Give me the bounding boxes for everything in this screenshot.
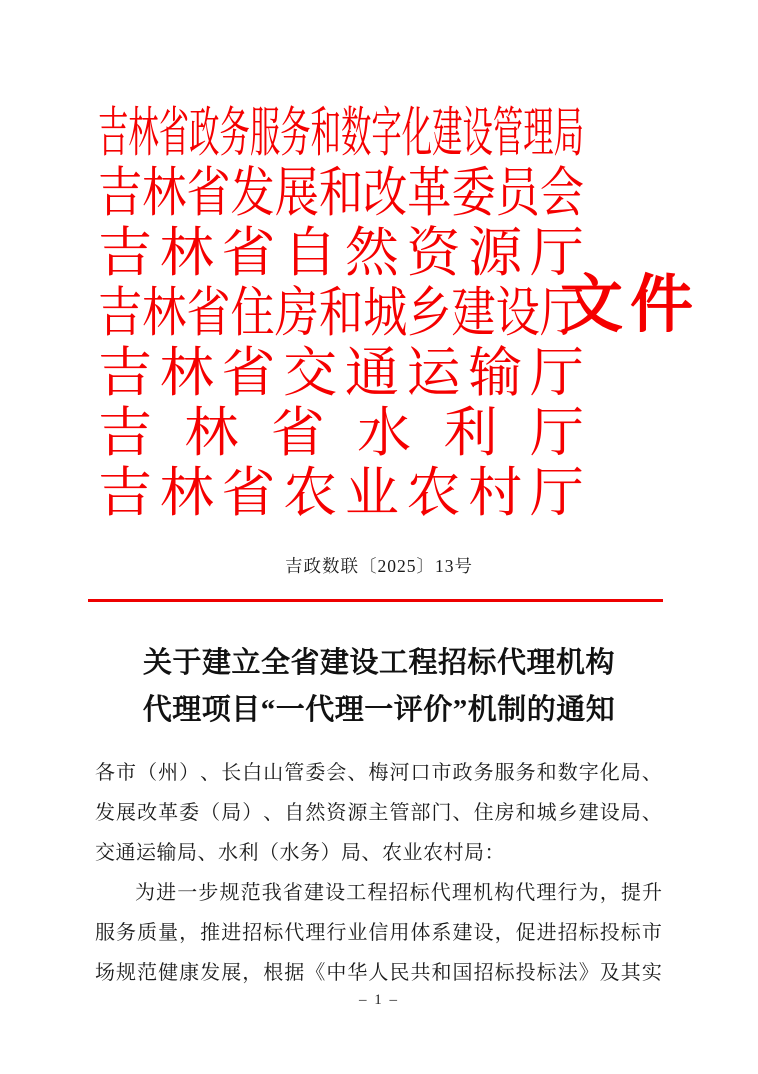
body-text-char: 代	[515, 882, 536, 904]
title-line-2: 代理项目“一代理一评价”机制的通知	[142, 694, 616, 726]
agency-name-char: 厅	[529, 403, 584, 463]
page-number: – 1 –	[359, 992, 399, 1008]
body-text-char: 梅	[368, 762, 389, 784]
body-text-char: 招	[242, 922, 263, 944]
body-text-char: 主	[368, 802, 389, 824]
agency-name-char: 林	[159, 463, 214, 523]
agency-name-char: 农	[406, 463, 461, 523]
body-text-char: 委	[179, 802, 200, 824]
body-text-char: 山	[263, 762, 284, 784]
body-text-char: 及	[599, 962, 620, 984]
body-text-char: 国	[452, 962, 473, 984]
body-text-char: 投	[599, 922, 620, 944]
body-text-char: 其	[620, 962, 641, 984]
body-text-char: 规	[219, 882, 240, 904]
body-text-char: 信	[368, 922, 389, 944]
body-text-char: 共	[410, 962, 431, 984]
body-text-char: 系	[431, 922, 452, 944]
body-text-char: 各	[95, 762, 115, 784]
body-text-char: 为	[578, 882, 599, 904]
body-text-char: 源	[347, 802, 368, 824]
body-text-char: 建	[578, 802, 599, 824]
body-text-char: 我	[261, 882, 282, 904]
body-text-char: 根	[263, 962, 284, 984]
body-text-char: 和	[536, 762, 557, 784]
agency-name-text: 吉林省住房和城乡建设厅	[98, 283, 584, 343]
body-text-char: 提	[620, 882, 641, 904]
agency-name-char: 运	[406, 343, 461, 403]
body-text-line-4	[95, 873, 662, 913]
agency-name-text: 吉林省政务服务和数字化建设管理局	[98, 103, 584, 163]
body-text-line-2	[95, 793, 662, 833]
body-text-char: 房	[494, 802, 515, 824]
body-text-char: 标	[263, 922, 284, 944]
agency-name-char: 厅	[529, 223, 584, 283]
agency-name-char: 水	[357, 403, 412, 463]
body-text-char: 数	[557, 762, 578, 784]
body-text-char: 省	[282, 882, 303, 904]
agency-name-char: 村	[468, 463, 523, 523]
body-text-char: 州	[158, 762, 179, 784]
document-label: 文件	[560, 270, 700, 340]
body-text-char: 业	[347, 922, 368, 944]
body-text-char: 口	[410, 762, 431, 784]
body-text-char: 化	[599, 762, 620, 784]
agency-name-char: 农	[283, 463, 338, 523]
body-text-char: 住	[473, 802, 494, 824]
agency-name-char: 林	[184, 403, 239, 463]
body-text-char: 代	[430, 882, 451, 904]
body-text-char: 范	[137, 962, 158, 984]
agency-name-char: 厅	[529, 463, 584, 523]
agency-name-char: 输	[468, 343, 523, 403]
agency-name-char: 然	[344, 223, 399, 283]
body-text-char: 设	[599, 802, 620, 824]
body-text-char: 白	[242, 762, 263, 784]
body-text-char: 健	[158, 962, 179, 984]
body-text-char: 华	[347, 962, 368, 984]
body-text-char: （	[200, 802, 221, 824]
body-text-char: 工	[346, 882, 367, 904]
body-text-char: ，	[494, 922, 515, 944]
agency-name-char: 吉	[98, 343, 152, 403]
body-text-char: 代	[284, 922, 305, 944]
agency-name-char: 吉	[98, 463, 152, 523]
red-divider-line	[88, 599, 663, 602]
body-text-char: 》	[578, 962, 599, 984]
agency-name-char: 林	[159, 223, 214, 283]
body-text-char: 标	[409, 882, 430, 904]
body-text-char: 务	[116, 922, 137, 944]
body-text-char: 发	[95, 802, 115, 824]
body-text-char: 、	[200, 762, 221, 784]
body-text-char: 规	[116, 962, 137, 984]
agency-name-char: 源	[468, 223, 523, 283]
body-text-char: 局	[620, 802, 641, 824]
body-text-char: 和	[431, 962, 452, 984]
body-text-char: 实	[641, 962, 662, 984]
body-text-char: 自	[284, 802, 305, 824]
body-text-char: 然	[305, 802, 326, 824]
body-text-char: 投	[515, 962, 536, 984]
body-text-char: 为	[135, 882, 155, 904]
agency-name-char: 省	[221, 343, 276, 403]
body-text-char: 进	[156, 882, 177, 904]
body-text-char: 理	[305, 922, 326, 944]
body-text-char: ，	[599, 882, 620, 904]
body-text-char: 河	[389, 762, 410, 784]
body-text-char: 局	[620, 762, 641, 784]
body-text-char: 局	[221, 802, 242, 824]
body-text-char: 部	[410, 802, 431, 824]
agency-name-char: 交	[283, 343, 338, 403]
body-text-char: 管	[389, 802, 410, 824]
document-body	[95, 753, 662, 993]
body-text-char: 理	[536, 882, 557, 904]
title-line-1: 关于建立全省建设工程招标代理机构	[142, 647, 615, 679]
agency-name-line-7	[98, 463, 584, 523]
body-text-char: 、	[452, 802, 473, 824]
body-text-char: 机	[473, 882, 493, 904]
red-header-agency-list	[98, 103, 584, 523]
body-text-char: 构	[494, 882, 515, 904]
agency-name-char: 省	[270, 403, 325, 463]
body-text-line-1	[95, 753, 662, 793]
body-text-char: 民	[389, 962, 410, 984]
body-text-char: 体	[410, 922, 431, 944]
agency-name-line-5	[98, 343, 584, 403]
body-text-char: 《	[305, 962, 326, 984]
body-text-char: 康	[179, 962, 200, 984]
body-text-char: 据	[284, 962, 305, 984]
body-text-char: 管	[284, 762, 305, 784]
body-text-char: 量	[158, 922, 179, 944]
agency-name-line-1	[98, 103, 584, 163]
body-text-char: 步	[198, 882, 219, 904]
body-text-char: 标	[578, 922, 599, 944]
body-text-char: 市	[116, 762, 137, 784]
body-text-char: 促	[515, 922, 536, 944]
body-text-char: 招	[473, 962, 494, 984]
body-text-char: 场	[95, 962, 115, 984]
body-text-char: 建	[304, 882, 324, 904]
agency-name-line-3	[98, 223, 584, 283]
agency-name-line-4	[98, 283, 584, 343]
body-text-char: 城	[536, 802, 557, 824]
body-text-char: 服	[95, 922, 115, 944]
body-text-char: 革	[158, 802, 179, 824]
agency-name-char: 省	[221, 463, 276, 523]
body-text-line-5	[95, 913, 662, 953]
body-text-char: 标	[494, 962, 515, 984]
body-text-char: （	[137, 762, 158, 784]
body-text-char: 理	[451, 882, 472, 904]
body-text-char: 务	[515, 762, 536, 784]
agency-name-char: 吉	[98, 223, 152, 283]
body-text-char: 招	[557, 922, 578, 944]
document-title	[0, 640, 758, 734]
document-number: 吉政数联〔2025〕13号	[285, 556, 473, 576]
body-text-char: 市	[431, 762, 452, 784]
agency-name-char: 自	[283, 223, 338, 283]
agency-name-char: 省	[221, 223, 276, 283]
body-text-char: 标	[620, 922, 641, 944]
body-text-char: 用	[389, 922, 410, 944]
body-text-char: 服	[494, 762, 515, 784]
agency-name-char: 利	[443, 403, 498, 463]
body-text-char: 、	[641, 802, 662, 824]
agency-name-char: 通	[344, 343, 399, 403]
body-text-char: 一	[177, 882, 198, 904]
body-text-char: 设	[473, 922, 494, 944]
body-text-char: 推	[200, 922, 221, 944]
agency-name-char: 业	[344, 463, 399, 523]
body-text-char: 行	[326, 922, 347, 944]
agency-name-char: 资	[406, 223, 461, 283]
body-text-char: 中	[326, 962, 347, 984]
body-text-char: 委	[305, 762, 326, 784]
body-text-char: ）	[179, 762, 200, 784]
agency-name-char: 林	[159, 343, 214, 403]
body-text-char: 、	[641, 762, 662, 784]
body-text-char: 进	[221, 922, 242, 944]
body-text-char: 建	[452, 922, 473, 944]
body-text-char: 展	[221, 962, 242, 984]
body-text-char: 标	[536, 962, 557, 984]
body-text-char: ，	[242, 962, 263, 984]
body-text-line-3: 交通运输局、水利（水务）局、农业农村局：	[95, 842, 505, 864]
agency-name-line-2	[98, 163, 584, 223]
agency-name-char: 吉	[98, 403, 152, 463]
body-text-char: 发	[200, 962, 221, 984]
agency-name-char: 厅	[529, 343, 584, 403]
body-text-char: 法	[557, 962, 578, 984]
body-text-char: 市	[641, 922, 662, 944]
body-text-char: 、	[347, 762, 368, 784]
body-text-char: 改	[137, 802, 158, 824]
body-text-char: 人	[368, 962, 389, 984]
body-text-char: 长	[221, 762, 242, 784]
body-text-char: 会	[326, 762, 347, 784]
body-text-char: 行	[557, 882, 578, 904]
body-text-char: ，	[179, 922, 200, 944]
body-text-char: 招	[388, 882, 409, 904]
body-text-char: 范	[240, 882, 261, 904]
body-text-char: 、	[263, 802, 284, 824]
body-text-char: 进	[536, 922, 557, 944]
body-text-char: 乡	[557, 802, 578, 824]
body-text-char: 展	[116, 802, 137, 824]
body-text-char: 升	[642, 882, 662, 904]
body-text-char: ）	[242, 802, 263, 824]
body-text-char: 资	[326, 802, 347, 824]
body-text-char: 质	[137, 922, 158, 944]
agency-name-line-6	[98, 403, 584, 463]
body-text-char: 政	[452, 762, 473, 784]
body-text-char: 和	[515, 802, 536, 824]
body-text-char: 字	[578, 762, 599, 784]
body-text-char: 设	[325, 882, 346, 904]
body-text-char: 务	[473, 762, 494, 784]
body-text-char: 程	[367, 882, 388, 904]
body-text-line-6	[95, 953, 662, 993]
agency-name-text: 吉林省发展和改革委员会	[98, 163, 584, 223]
body-text-char: 门	[431, 802, 452, 824]
